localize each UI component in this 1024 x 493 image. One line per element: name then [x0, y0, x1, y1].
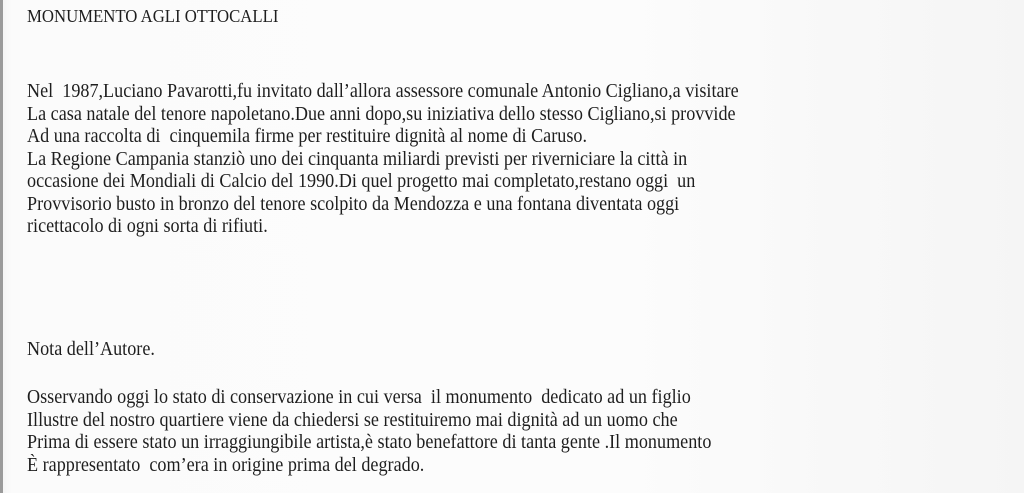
paragraph2-line: Osservando oggi lo stato di conservazione in cui versa il monumento dedicato ad un figlio	[27, 387, 691, 408]
paragraph1-line: ricettacolo di ogni sorta di rifiuti.	[27, 216, 268, 237]
paragraph1-line: La Regione Campania stanziò uno dei cinquanta miliardi previsti per riverniciare la città in	[27, 148, 688, 170]
note-heading: Nota dell’Autore.	[27, 339, 155, 360]
paragraph2-line: Prima di essere stato un irraggiungibile artista,è stato benefattore di tanta gente .Il monumento	[27, 432, 712, 453]
paragraph1-line: Ad una raccolta di cinquemila firme per restituire dignità al nome di Caruso.	[27, 126, 587, 147]
page-edge-shadow	[0, 0, 3, 493]
paragraph1-line: Provvisorio busto in bronzo del tenore scolpito da Mendozza e una fontana diventata oggi	[27, 193, 680, 215]
paragraph1-line: occasione dei Mondiali di Calcio del 1990.Di quel progetto mai completato,restano oggi un	[27, 171, 696, 192]
document-title: MONUMENTO AGLI OTTOCALLI	[27, 6, 279, 26]
paragraph1-line: Nel 1987,Luciano Pavarotti,fu invitato dall’allora assessore comunale Antonio Cigliano,a visitare	[27, 81, 739, 102]
paragraph2-line: È rappresentato com’era in origine prima del degrado.	[27, 454, 425, 476]
paragraph1-line: La casa natale del tenore napoletano.Due anni dopo,su iniziativa dello stesso Cigliano,si provvide	[27, 103, 736, 125]
paragraph2-line: Illustre del nostro quartiere viene da chiedersi se restituiremo mai dignità ad un uomo che	[27, 409, 678, 431]
